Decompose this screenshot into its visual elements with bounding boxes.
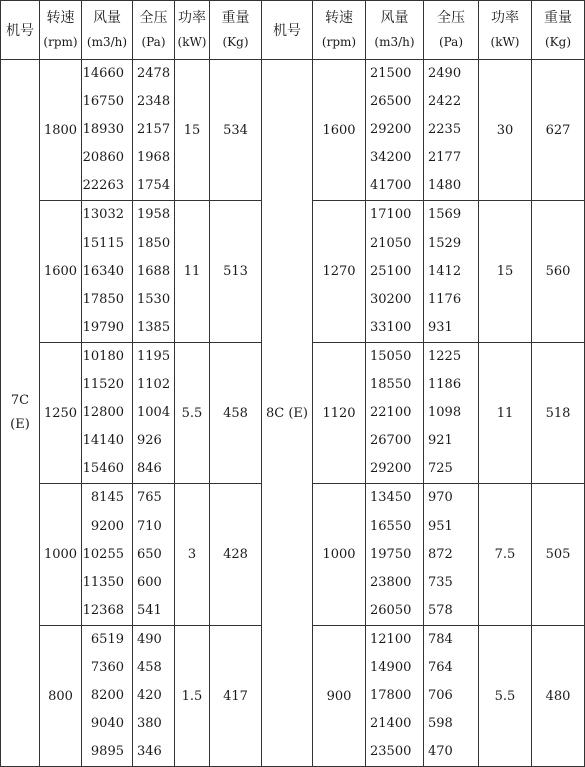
weight-cell: 428	[210, 484, 262, 625]
pressure-value: 1688	[137, 263, 171, 279]
header-model: 机号	[1, 1, 40, 60]
power-cell: 1.5	[175, 625, 210, 766]
header-speed-2: 转速 (rpm)	[313, 1, 366, 60]
airflow-value: 23800	[370, 574, 412, 590]
pressure-value: 1004	[137, 405, 171, 421]
table-row	[1, 60, 585, 201]
header-pressure-2: 全压 (Pa)	[424, 1, 479, 60]
pressure-value: 1480	[428, 178, 462, 194]
airflow-cell	[82, 625, 133, 766]
airflow-value: 21050	[370, 235, 412, 251]
airflow-value: 33100	[370, 319, 412, 335]
header-airflow: 风量 (m3/h)	[82, 1, 133, 60]
pressure-value: 970	[428, 490, 453, 506]
pressure-value: 735	[428, 574, 453, 590]
airflow-value: 10255	[82, 546, 124, 562]
pressure-value: 764	[428, 659, 453, 675]
pressure-cell	[424, 60, 479, 201]
pressure-value: 470	[428, 744, 453, 760]
pressure-value: 1850	[137, 235, 171, 251]
pressure-value: 1754	[137, 178, 171, 194]
pressure-value: 2235	[428, 122, 462, 138]
airflow-value: 26700	[370, 433, 412, 449]
pressure-value: 872	[428, 546, 453, 562]
weight-cell: 417	[210, 625, 262, 766]
speed-cell: 800	[40, 625, 82, 766]
pressure-value: 706	[428, 688, 453, 704]
pressure-cell	[133, 60, 175, 201]
model-cell-left	[1, 60, 40, 767]
pressure-value: 1958	[137, 207, 171, 223]
pressure-cell	[424, 201, 479, 342]
pressure-value: 2348	[137, 94, 171, 110]
pressure-value: 380	[137, 716, 162, 732]
speed-cell: 900	[313, 625, 366, 766]
airflow-cell	[82, 484, 133, 625]
airflow-value: 29200	[370, 461, 412, 477]
pressure-value: 1195	[137, 348, 171, 364]
airflow-value: 17100	[370, 207, 412, 223]
power-cell: 7.5	[479, 484, 532, 625]
airflow-value: 18550	[370, 377, 412, 393]
header-weight-2: 重量 (Kg)	[532, 1, 585, 60]
weight-cell: 505	[532, 484, 585, 625]
pressure-value: 541	[137, 602, 162, 618]
weight-cell: 560	[532, 201, 585, 342]
pressure-value: 1102	[137, 377, 171, 393]
pressure-value: 1569	[428, 207, 462, 223]
airflow-cell	[366, 201, 424, 342]
pressure-value: 1968	[137, 150, 171, 166]
airflow-value: 18930	[82, 122, 124, 138]
header-model-2: 机号	[262, 1, 313, 60]
speed-cell: 1120	[313, 342, 366, 483]
pressure-value: 2177	[428, 150, 462, 166]
pressure-cell	[133, 201, 175, 342]
pressure-value: 346	[137, 744, 162, 760]
airflow-value: 8145	[90, 490, 124, 506]
airflow-value: 8200	[90, 688, 124, 704]
airflow-value: 14660	[82, 66, 124, 81]
airflow-value: 41700	[370, 178, 412, 194]
pressure-value: 490	[137, 631, 162, 647]
airflow-value: 11520	[82, 377, 124, 393]
model-left-line2: (E)	[10, 417, 30, 433]
airflow-value: 16750	[82, 94, 124, 110]
airflow-cell	[82, 60, 133, 201]
weight-cell: 518	[532, 342, 585, 483]
airflow-cell	[82, 342, 133, 483]
pressure-value: 784	[428, 631, 453, 647]
power-cell: 3	[175, 484, 210, 625]
airflow-value: 9895	[90, 744, 124, 760]
power-cell: 15	[479, 201, 532, 342]
pressure-value: 2490	[428, 66, 462, 81]
header-power-2: 功率 (kW)	[479, 1, 532, 60]
pressure-value: 458	[137, 659, 162, 675]
pressure-value: 1385	[137, 319, 171, 335]
airflow-value: 17800	[370, 688, 412, 704]
pressure-cell	[424, 342, 479, 483]
power-cell: 30	[479, 60, 532, 201]
airflow-value: 14140	[82, 433, 124, 449]
airflow-value: 25100	[370, 263, 412, 279]
airflow-value: 19790	[82, 319, 124, 335]
airflow-value: 21500	[370, 66, 412, 81]
pressure-value: 846	[137, 461, 162, 477]
speed-cell: 1000	[40, 484, 82, 625]
weight-cell: 534	[210, 60, 262, 201]
power-cell: 11	[479, 342, 532, 483]
pressure-value: 2157	[137, 122, 171, 138]
pressure-value: 1176	[428, 291, 462, 307]
pressure-value: 420	[137, 688, 162, 704]
airflow-value: 29200	[370, 122, 412, 138]
pressure-value: 578	[428, 602, 453, 618]
model-left-line1: 7C	[10, 393, 30, 409]
pressure-cell	[133, 342, 175, 483]
airflow-value: 34200	[370, 150, 412, 166]
header-pressure: 全压 (Pa)	[133, 1, 175, 60]
pressure-value: 921	[428, 433, 453, 449]
pressure-cell	[133, 625, 175, 766]
speed-cell: 1250	[40, 342, 82, 483]
airflow-value: 10180	[82, 348, 124, 364]
airflow-value: 13450	[370, 490, 412, 506]
speed-cell: 1600	[40, 201, 82, 342]
airflow-cell	[366, 60, 424, 201]
power-cell: 5.5	[479, 625, 532, 766]
model-cell-right: 8C (E)	[262, 60, 313, 767]
airflow-value: 26500	[370, 94, 412, 110]
pressure-value: 926	[137, 433, 162, 449]
airflow-value: 22100	[370, 405, 412, 421]
airflow-value: 6519	[90, 631, 124, 647]
pressure-value: 725	[428, 461, 453, 477]
pressure-cell	[424, 484, 479, 625]
pressure-value: 951	[428, 518, 453, 534]
airflow-value: 26050	[370, 602, 412, 618]
pressure-value: 2422	[428, 94, 462, 110]
pressure-value: 1529	[428, 235, 462, 251]
airflow-value: 12100	[370, 631, 412, 647]
airflow-value: 13032	[82, 207, 124, 223]
airflow-value: 9040	[90, 716, 124, 732]
power-cell: 5.5	[175, 342, 210, 483]
airflow-value: 21400	[370, 716, 412, 732]
pressure-value: 598	[428, 716, 453, 732]
pressure-cell	[424, 625, 479, 766]
pressure-value: 1530	[137, 291, 171, 307]
airflow-value: 7360	[90, 659, 124, 675]
header-weight: 重量 (Kg)	[210, 1, 262, 60]
airflow-cell	[366, 342, 424, 483]
airflow-value: 12368	[82, 602, 124, 618]
airflow-value: 19750	[370, 546, 412, 562]
airflow-value: 15460	[82, 461, 124, 477]
pressure-value: 1186	[428, 377, 462, 393]
header-row	[1, 1, 585, 60]
airflow-value: 15115	[82, 235, 124, 251]
speed-cell: 1270	[313, 201, 366, 342]
pressure-value: 765	[137, 490, 162, 506]
airflow-value: 11350	[82, 574, 124, 590]
airflow-value: 30200	[370, 291, 412, 307]
weight-cell: 627	[532, 60, 585, 201]
airflow-value: 9200	[90, 518, 124, 534]
pressure-value: 1225	[428, 348, 462, 364]
weight-cell: 458	[210, 342, 262, 483]
airflow-value: 14900	[370, 659, 412, 675]
speed-cell: 1000	[313, 484, 366, 625]
airflow-value: 16340	[82, 263, 124, 279]
weight-cell: 480	[532, 625, 585, 766]
airflow-value: 23500	[370, 744, 412, 760]
airflow-cell	[366, 625, 424, 766]
airflow-value: 16550	[370, 518, 412, 534]
pressure-value: 710	[137, 518, 162, 534]
speed-cell: 1800	[40, 60, 82, 201]
airflow-cell	[366, 484, 424, 625]
power-cell: 15	[175, 60, 210, 201]
airflow-value: 15050	[370, 348, 412, 364]
speed-cell: 1600	[313, 60, 366, 201]
airflow-value: 17850	[82, 291, 124, 307]
header-speed: 转速 (rpm)	[40, 1, 82, 60]
header-airflow-2: 风量 (m3/h)	[366, 1, 424, 60]
pressure-value: 2478	[137, 66, 171, 81]
pressure-value: 600	[137, 574, 162, 590]
airflow-value: 12800	[82, 405, 124, 421]
power-cell: 11	[175, 201, 210, 342]
pressure-cell	[133, 484, 175, 625]
header-power: 功率 (kW)	[175, 1, 210, 60]
pressure-value: 931	[428, 319, 453, 335]
pressure-value: 650	[137, 546, 162, 562]
weight-cell: 513	[210, 201, 262, 342]
airflow-value: 20860	[82, 150, 124, 166]
airflow-value: 22263	[82, 178, 124, 194]
pressure-value: 1412	[428, 263, 462, 279]
airflow-cell	[82, 201, 133, 342]
pressure-value: 1098	[428, 405, 462, 421]
